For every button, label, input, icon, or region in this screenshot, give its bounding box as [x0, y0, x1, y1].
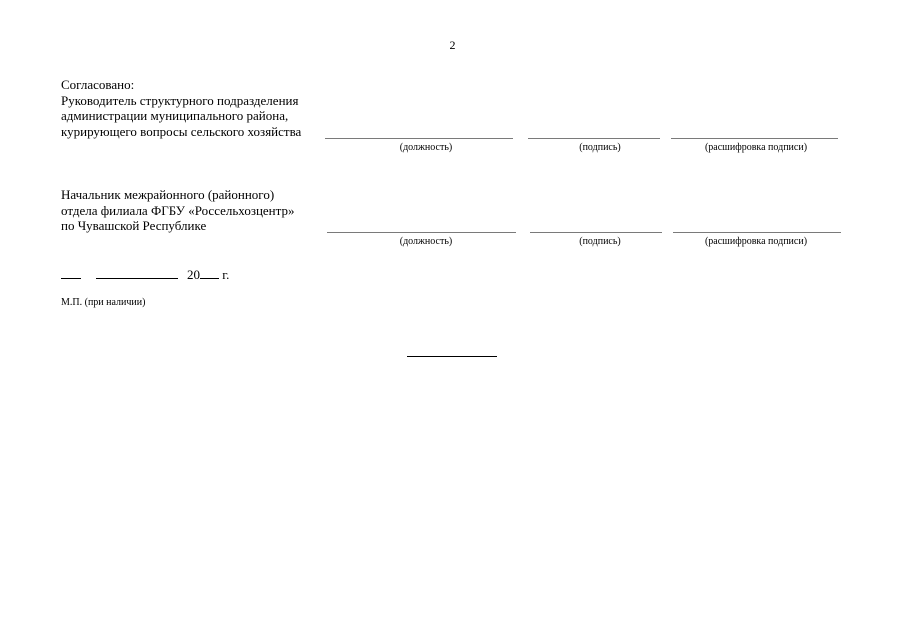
date-year-blank: [200, 266, 219, 279]
date-year-prefix: 20: [187, 267, 200, 282]
date-day-blank: [61, 266, 81, 279]
approval-block: [61, 77, 301, 139]
head-block: [61, 187, 294, 234]
approval-title-line-1: Руководитель структурного подразделения: [61, 92, 299, 108]
head-position-line: [327, 232, 516, 233]
date-suffix: г.: [222, 267, 230, 282]
approval-title-line-3: курирующего вопросы сельского хозяйства: [61, 123, 302, 139]
date-month-blank: [96, 266, 178, 279]
head-title-line-3: по Чувашской Республике: [61, 218, 207, 233]
date-row: [61, 266, 229, 283]
head-signature-caption: (подпись): [579, 236, 621, 247]
approval-signature-line: [528, 138, 660, 139]
approval-title-line-2: администрации муниципального района,: [61, 108, 289, 123]
end-separator-line: [407, 356, 497, 357]
approval-decoding-line: [671, 138, 838, 139]
head-position-caption: (должность): [399, 236, 453, 247]
head-title-line-2: отдела филиала ФГБУ «Россельхозцентр»: [61, 202, 295, 218]
head-title-line-1: Начальник межрайонного (районного): [61, 187, 275, 202]
head-decoding-caption: (расшифровка подписи): [704, 236, 808, 247]
head-decoding-line: [673, 232, 841, 233]
approval-position-line: [325, 138, 513, 139]
approval-position-caption: (должность): [399, 142, 453, 153]
approval-decoding-caption: (расшифровка подписи): [704, 142, 808, 153]
head-signature-line: [530, 232, 662, 233]
page-number: 2: [449, 38, 456, 52]
approval-heading: Согласовано:: [61, 77, 135, 92]
approval-signature-caption: (подпись): [579, 142, 621, 153]
stamp-note: М.П. (при наличии): [61, 297, 146, 308]
